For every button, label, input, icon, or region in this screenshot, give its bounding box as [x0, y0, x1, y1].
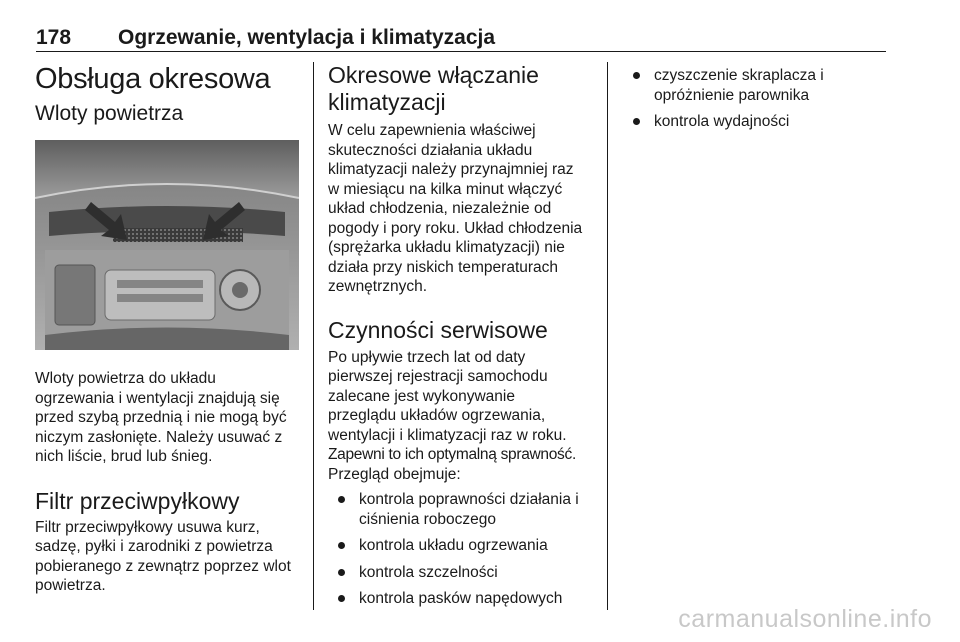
- page-header: [36, 26, 886, 52]
- page-number: 178: [36, 26, 72, 49]
- text-line: pierwszej rejestracji samochodu: [328, 368, 548, 385]
- text-line: ogrzewania i wentylacji znajdują się: [35, 389, 280, 407]
- text-line: pobieranego z zewnątrz poprzez wlot: [35, 557, 291, 575]
- list-item-text: kontrola szczelności: [359, 563, 498, 581]
- chapter-title: Ogrzewanie, wentylacja i klimatyzacja: [118, 26, 496, 49]
- subsection-heading-pollen-filter: Filtr przeciwpyłkowy: [35, 487, 240, 514]
- text-line: zalecane jest wykonywanie: [328, 387, 515, 405]
- text-line: Filtr przeciwpyłkowy usuwa kurz,: [35, 518, 260, 536]
- section-heading: Obsługa okresowa: [35, 63, 271, 95]
- list-item-text: kontrola poprawności działania i: [359, 491, 579, 508]
- pollen-filter-paragraph: [35, 518, 303, 596]
- list-item-text: czyszczenie skraplacza i: [654, 67, 824, 84]
- text-line: działa przy niskich temperaturach: [328, 258, 559, 276]
- subsection-heading-air-inlets: Wloty powietrza: [35, 102, 184, 125]
- list-item: [623, 112, 885, 132]
- list-item: [623, 66, 885, 105]
- text-line: Przegląd obejmuje:: [328, 465, 461, 483]
- text-line: klimatyzacji należy przynajmniej raz: [328, 161, 574, 178]
- text-line: nich liście, brud lub śnieg.: [35, 448, 213, 465]
- text-line: pogody i pory roku. Układ chłodzenia: [328, 219, 583, 237]
- subsection-heading-ac-activation: [328, 62, 594, 116]
- column-2: [328, 62, 594, 609]
- list-item-text: kontrola układu ogrzewania: [359, 537, 548, 554]
- heading-line: klimatyzacji: [328, 89, 446, 115]
- air-inlets-paragraph: [35, 369, 303, 467]
- engine-bay-photo-icon: [35, 140, 299, 350]
- text-line: przed szybą przednią i nie mogą być: [35, 409, 287, 426]
- service-checklist: [328, 490, 594, 609]
- text-line: przeglądu układów ogrzewania,: [328, 407, 546, 424]
- service-checklist-continued: [623, 66, 885, 132]
- column-divider-1: [313, 62, 314, 610]
- list-item: [328, 490, 594, 529]
- text-line: powietrza.: [35, 577, 106, 594]
- text-line: Zapewni to ich optymalną sprawność.: [328, 446, 576, 463]
- column-1: [35, 62, 303, 596]
- list-item-text: ciśnienia roboczego: [359, 510, 497, 528]
- subsection-heading-service: Czynności serwisowe: [328, 316, 548, 343]
- column-divider-2: [607, 62, 608, 610]
- ac-activation-paragraph: [328, 121, 594, 297]
- header-divider: [36, 51, 886, 52]
- heading-line: Okresowe włączanie: [328, 62, 539, 88]
- list-item: [328, 563, 594, 583]
- text-line: W celu zapewnienia właściwej: [328, 122, 536, 139]
- text-line: wentylacji i klimatyzacji raz w roku.: [328, 426, 567, 444]
- column-3: [623, 62, 885, 132]
- watermark-logo: carmanualsonline.info: [678, 605, 932, 633]
- list-item-text: kontrola pasków napędowych: [359, 590, 563, 607]
- service-paragraph: [328, 348, 594, 485]
- text-line: układ chłodzenia, niezależnie od: [328, 200, 552, 217]
- text-line: (sprężarka układu klimatyzacji) nie: [328, 239, 565, 256]
- text-line: Wloty powietrza do układu: [35, 370, 216, 387]
- text-line: zewnętrznych.: [328, 278, 428, 295]
- list-item: [328, 536, 594, 556]
- text-line: niczym zasłonięte. Należy usuwać z: [35, 428, 283, 446]
- list-item-text: kontrola wydajności: [654, 113, 790, 130]
- text-line: sadzę, pyłki i zarodniki z powietrza: [35, 538, 273, 555]
- text-line: Po upływie trzech lat od daty: [328, 348, 526, 366]
- list-item: [328, 589, 594, 609]
- text-line: w miesiącu na kilka minut włączyć: [328, 180, 563, 198]
- list-item-text: opróżnienie parownika: [654, 86, 810, 104]
- text-line: skuteczności działania układu: [328, 141, 533, 159]
